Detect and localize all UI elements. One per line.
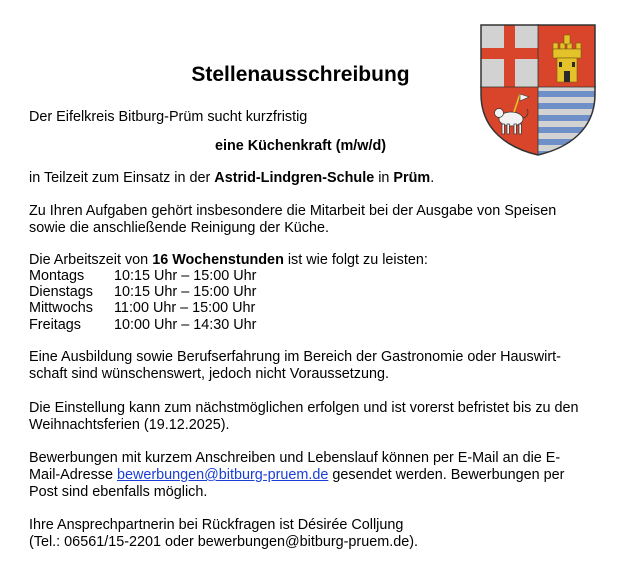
schedule-day: Mittwochs [29,300,93,317]
school-name: Astrid-Lindgren-Schule [214,170,375,186]
schedule-day: Dienstags [29,284,93,301]
schedule-time: 10:15 Uhr – 15:00 Uhr [114,284,257,301]
employment-line-1: Die Einstellung kann zum nächstmöglichen erfolgen und ist vorerst befristet bis zu den [29,400,579,416]
contact-line-2: (Tel.: 06561/15-2201 oder bewerbungen@bitburg-pruem.de). [29,534,419,550]
schedule-row [29,300,256,316]
location-text: in Teilzeit zum Einsatz in der Astrid-Lindgren-Schule in Prüm. [29,170,435,186]
application-line-1: Bewerbungen mit kurzem Anschreiben und Lebenslauf können per E-Mail an die E- [29,450,561,466]
qualification-line-1: Eine Ausbildung sowie Berufserfahrung im Bereich der Gastronomie oder Hauswirt- [29,349,561,365]
application-line-3: Post sind ebenfalls möglich. [29,484,208,500]
schedule-row [29,284,256,300]
employment-line-2: Weihnachtsferien (19.12.2025). [29,417,230,433]
schedule-row [29,317,256,333]
schedule-day: Freitags [29,316,81,333]
schedule-time: 10:15 Uhr – 15:00 Uhr [114,268,257,284]
email-link[interactable]: bewerbungen@bitburg-pruem.de [116,467,329,483]
worktime-text: Die Arbeitszeit von 16 Wochenstunden ist wie folgt zu leisten: [29,252,428,268]
schedule-time: 11:00 Uhr – 15:00 Uhr [114,300,256,317]
tasks-line-2: sowie die anschließende Reinigung der Küche. [29,220,329,236]
application-line-2: Mail-Adresse bewerbungen@bitburg-pruem.de gesendet werden. Bewerbungen per [29,467,565,483]
schedule-list [29,268,256,333]
schedule-time: 10:00 Uhr – 14:30 Uhr [114,316,257,333]
town-name: Prüm [393,170,431,186]
coat-of-arms-icon [480,24,596,156]
tasks-line-1: Zu Ihren Aufgaben gehört insbesondere die Mitarbeit bei der Ausgabe von Speisen [29,203,557,219]
schedule-day: Montags [29,268,85,284]
schedule-row [29,268,256,284]
contact-line-1: Ihre Ansprechpartnerin bei Rückfragen ist Désirée Colljung [29,517,404,533]
qualification-line-2: schaft sind wünschenswert, jedoch nicht Voraussetzung. [29,366,389,382]
weekly-hours: 16 Wochenstunden [152,252,284,268]
intro-text: Der Eifelkreis Bitburg-Prüm sucht kurzfristig [29,109,308,125]
position-title: eine Küchenkraft (m/w/d) [214,138,387,154]
page-title: Stellenausschreibung [191,63,410,86]
